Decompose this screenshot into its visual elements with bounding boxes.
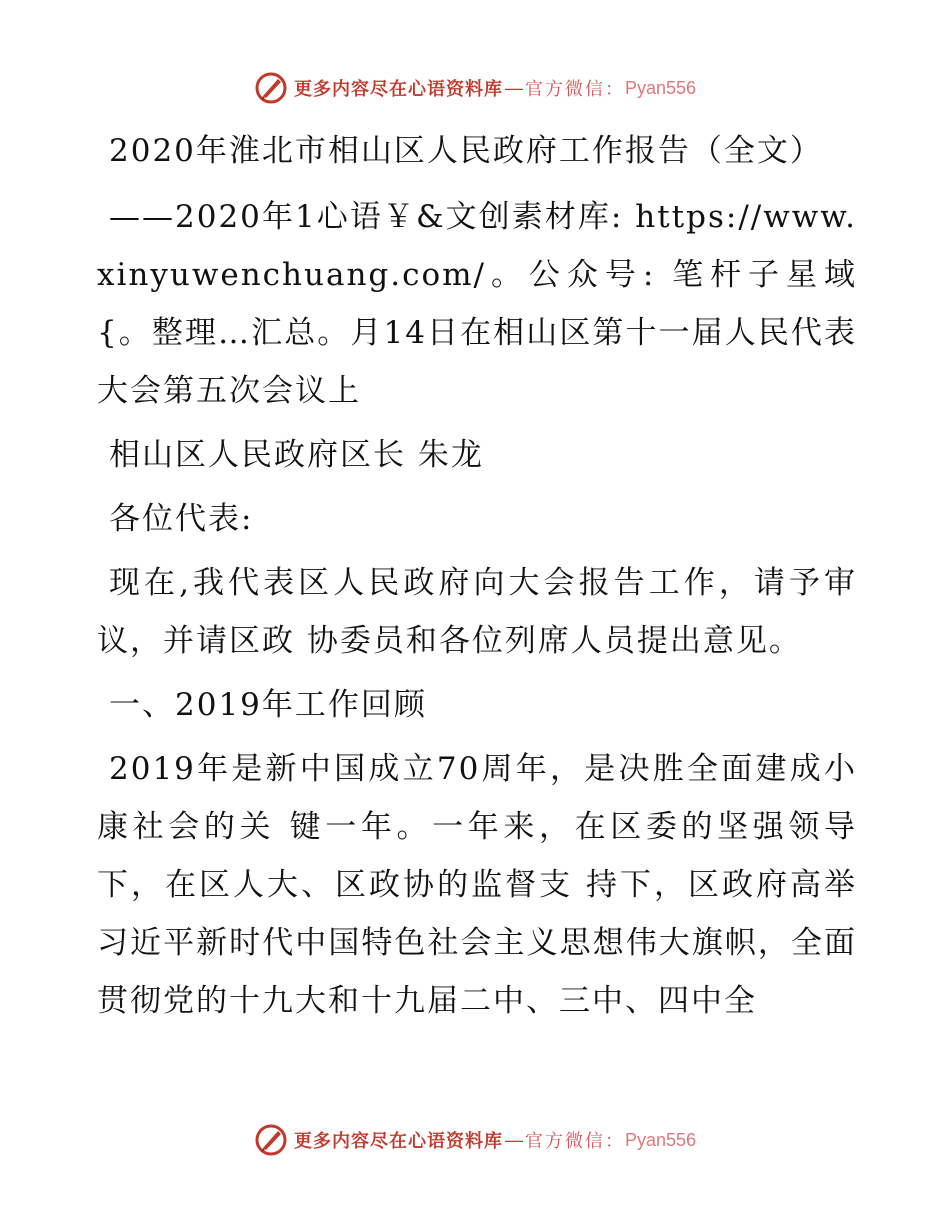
document-title: 2020年淮北市相山区人民政府工作报告（全文） <box>109 133 823 169</box>
banner-wechat-id: Pyan556 <box>624 1129 697 1150</box>
document-subtitle: ——2020年1心语￥&文创素材库: https://www.xinyuwenchuang.com/。公众号: 笔杆子星域{。整理…汇总。月14日在相山区第十一届人民代表大会第五次会议上 <box>97 199 857 409</box>
section-heading: 一、2019年工作回顾 <box>109 687 427 723</box>
quill-logo-icon <box>254 71 288 105</box>
banner-brand-text: 更多内容尽在心语资料库 <box>293 79 503 100</box>
banner-dash: — <box>504 77 523 98</box>
document-body <box>97 122 857 1036</box>
document-author: 相山区人民政府区长 朱龙 <box>109 437 484 473</box>
quill-logo-icon <box>254 1123 288 1157</box>
footer-banner <box>0 1120 950 1160</box>
banner-wechat-label: 官方微信： <box>524 1131 625 1151</box>
banner-dash: — <box>504 1129 523 1150</box>
banner-wechat-id: Pyan556 <box>624 77 697 98</box>
document-intro-paragraph: 现在,我代表区人民政府向大会报告工作，请予审议，并请区政 协委员和各位列席人员提出意见。 <box>97 565 857 659</box>
header-banner <box>0 68 950 108</box>
banner-brand-text: 更多内容尽在心语资料库 <box>293 1131 503 1152</box>
banner-wechat-label: 官方微信： <box>524 79 625 99</box>
body-paragraph: 2019年是新中国成立70周年，是决胜全面建成小康社会的关 键一年。一年来，在区委的坚强领导下，在区人大、区政协的监督支 持下，区政府高举习近平新时代中国特色社会主义思想伟大旗帜，全面贯彻党的十九大和十九届二中、三中、四中全 <box>97 751 857 1019</box>
document-salutation: 各位代表: <box>109 501 254 537</box>
